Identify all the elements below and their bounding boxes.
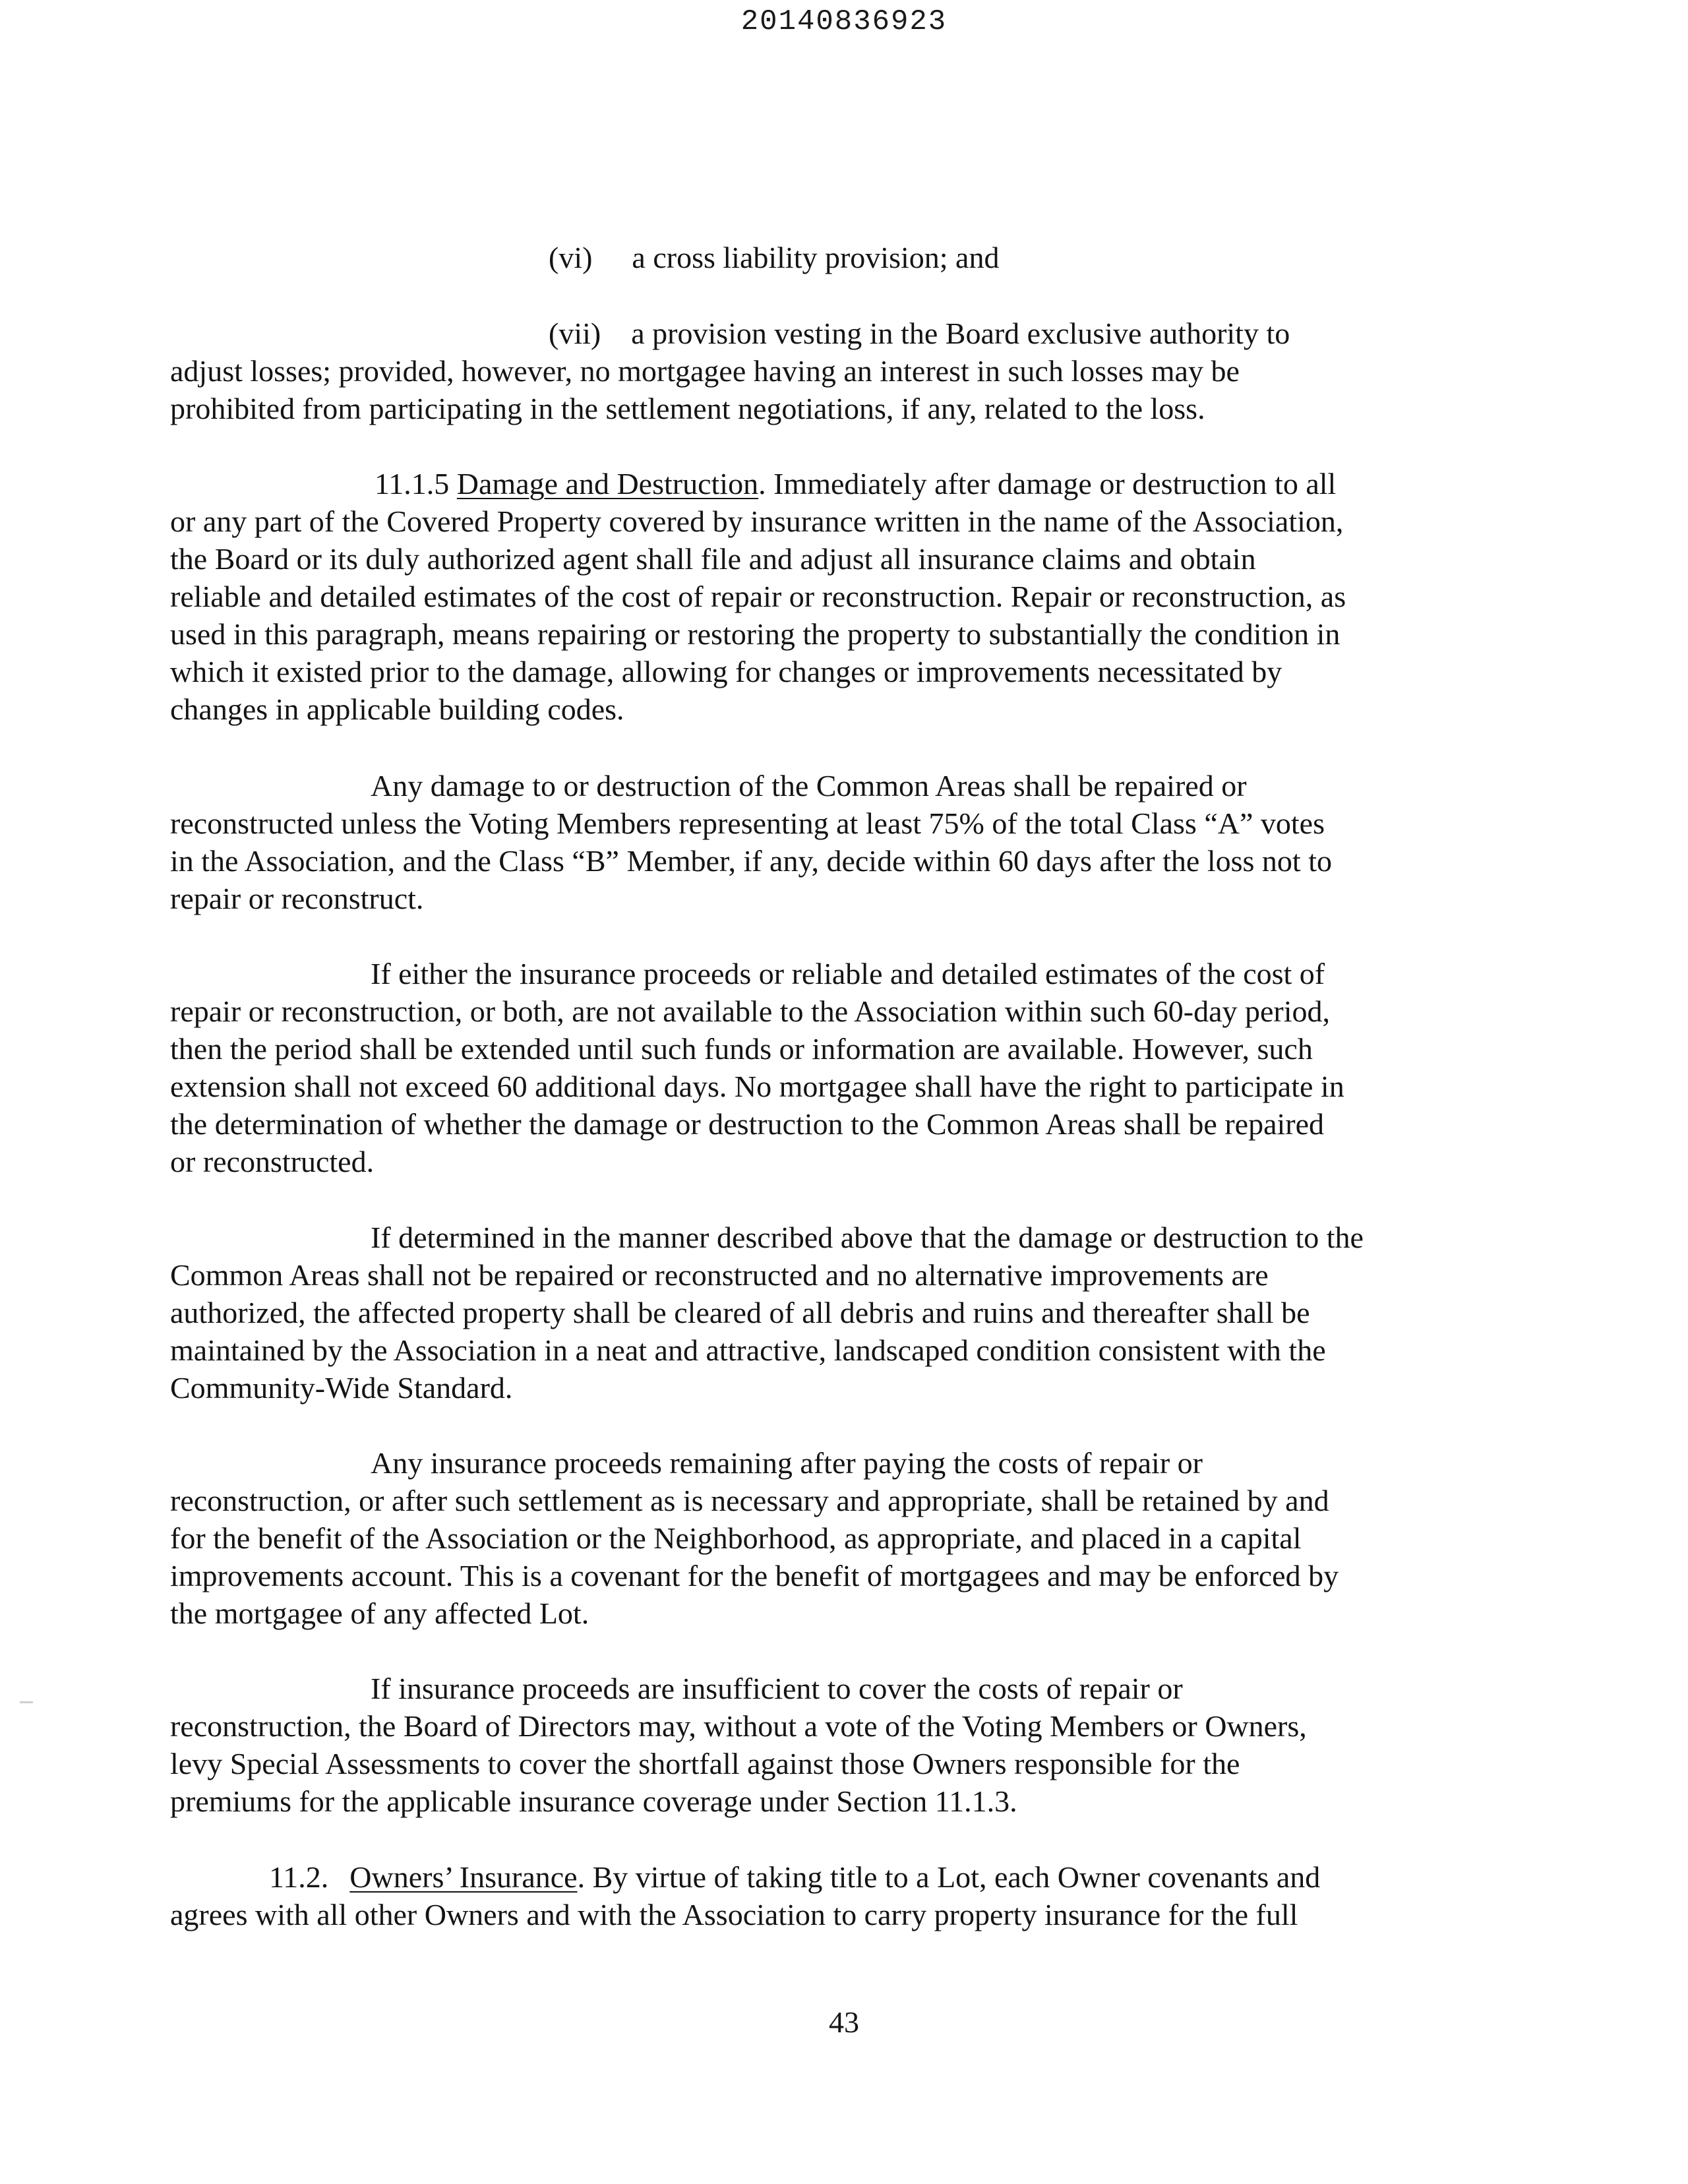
paragraph-line: repair or reconstruct. [170, 882, 424, 915]
paragraph-line: Common Areas shall not be repaired or reconstructed and no alternative improvements are [170, 1258, 1269, 1292]
paragraph-line: or reconstructed. [170, 1145, 375, 1178]
item-vii-line-2: adjust losses; provided, however, no mortgagee having an interest in such losses may be [170, 354, 1240, 388]
paragraph-line: maintained by the Association in a neat and attractive, landscaped condition consistent with the [170, 1333, 1326, 1367]
item-vi [549, 239, 999, 276]
paragraph-line: reconstructed unless the Voting Members representing at least 75% of the total Class “A” votes [170, 806, 1325, 840]
item-vii-marker: (vii) [549, 317, 601, 350]
paragraph-line: Any damage to or destruction of the Common Areas shall be repaired or [371, 769, 1247, 803]
item-vii-line-3: prohibited from participating in the settlement negotiations, if any, related to the loss. [170, 392, 1205, 425]
page-number: 43 [829, 2005, 859, 2039]
section-11-2-heading: Owners’ Insurance [349, 1860, 578, 1894]
section-11-1-5-line: which it existed prior to the damage, allowing for changes or improvements necessitated by [170, 655, 1282, 688]
document-number: 20140836923 [740, 5, 948, 38]
section-11-2 [170, 1858, 1320, 1933]
scan-mark [20, 1701, 33, 1703]
section-11-1-5-line: or any part of the Covered Property covered by insurance written in the name of the Association, [170, 504, 1344, 538]
section-11-1-5-line: used in this paragraph, means repairing or restoring the property to substantially the condition in [170, 617, 1341, 651]
paragraph-line: If either the insurance proceeds or reliable and detailed estimates of the cost of [371, 957, 1325, 990]
section-11-1-5-number: 11.1.5 [375, 467, 450, 501]
paragraph-line: extension shall not exceed 60 additional days. No mortgagee shall have the right to participate in [170, 1070, 1344, 1103]
paragraph-line: then the period shall be extended until such funds or information are available. However, such [170, 1032, 1313, 1066]
paragraph-line: reconstruction, the Board of Directors may, without a vote of the Voting Members or Owners, [170, 1709, 1307, 1743]
paragraph-line: Any insurance proceeds remaining after paying the costs of repair or [371, 1446, 1203, 1480]
paragraph-line: repair or reconstruction, or both, are not available to the Association within such 60-day period, [170, 994, 1331, 1028]
item-vi-marker: (vi) [549, 241, 593, 274]
item-vi-text: a cross liability provision; and [632, 241, 1000, 274]
paragraph-line: improvements account. This is a covenant for the benefit of mortgagees and may be enforced by [170, 1559, 1339, 1592]
paragraph-not-repaired [170, 1219, 1364, 1407]
paragraph-line: Community-Wide Standard. [170, 1371, 513, 1405]
paragraph-line: in the Association, and the Class “B” Member, if any, decide within 60 days after the loss not to [170, 844, 1332, 878]
section-11-1-5-line: the Board or its duly authorized agent shall file and adjust all insurance claims and obtain [170, 542, 1256, 576]
section-11-1-5-heading: Damage and Destruction [456, 467, 759, 501]
item-vii-line-1: a provision vesting in the Board exclusive authority to [631, 317, 1290, 350]
section-11-2-line-1: . By virtue of taking title to a Lot, each Owner covenants and [577, 1860, 1321, 1894]
paragraph-line: If insurance proceeds are insufficient to cover the costs of repair or [371, 1672, 1183, 1705]
paragraph-insufficient-proceeds [170, 1670, 1307, 1820]
section-11-2-number: 11.2. [269, 1860, 329, 1894]
paragraph-line: reconstruction, or after such settlement as is necessary and appropriate, shall be retained by and [170, 1484, 1329, 1517]
paragraph-line: levy Special Assessments to cover the shortfall against those Owners responsible for the [170, 1747, 1240, 1780]
section-11-1-5 [170, 465, 1346, 728]
paragraph-common-area-repair [170, 767, 1332, 917]
paragraph-line: the determination of whether the damage or destruction to the Common Areas shall be repaired [170, 1107, 1324, 1141]
item-vii [170, 315, 1290, 427]
section-11-1-5-line: changes in applicable building codes. [170, 692, 624, 726]
paragraph-remaining-proceeds [170, 1444, 1339, 1632]
section-11-2-line-2: agrees with all other Owners and with the Association to carry property insurance for the full [170, 1898, 1298, 1931]
paragraph-line: If determined in the manner described above that the damage or destruction to the [371, 1221, 1364, 1254]
paragraph-line: for the benefit of the Association or the Neighborhood, as appropriate, and placed in a capital [170, 1521, 1302, 1555]
paragraph-line: the mortgagee of any affected Lot. [170, 1596, 589, 1630]
paragraph-line: premiums for the applicable insurance coverage under Section 11.1.3. [170, 1784, 1017, 1818]
section-11-1-5-line: reliable and detailed estimates of the cost of repair or reconstruction. Repair or reconstruction, as [170, 580, 1346, 613]
paragraph-line: authorized, the affected property shall be cleared of all debris and ruins and thereafter shall be [170, 1296, 1310, 1329]
section-11-1-5-line-1: . Immediately after damage or destruction to all [758, 467, 1337, 501]
paragraph-extension-period [170, 955, 1344, 1180]
